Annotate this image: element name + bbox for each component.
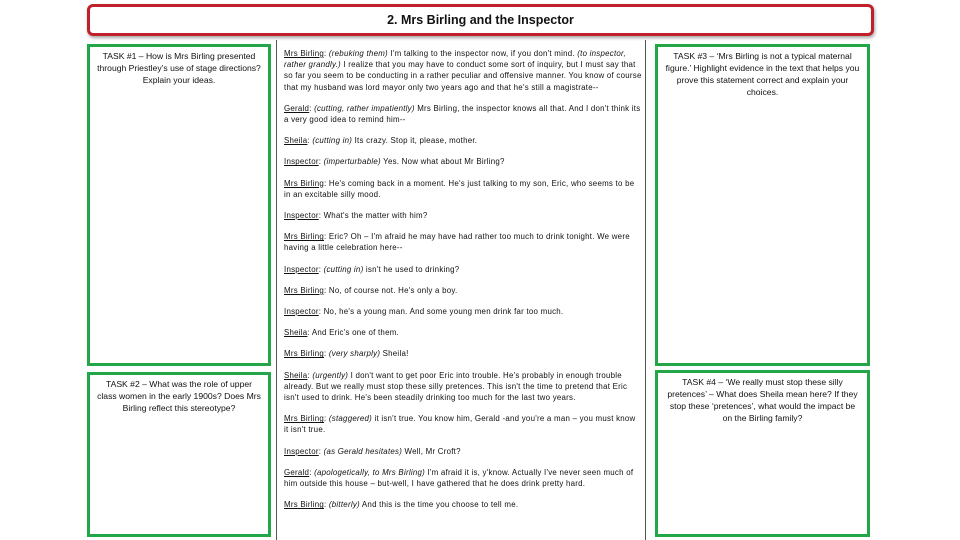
script-line: Mrs Birling: He's coming back in a moment. He's just talking to my son, Eric, who seems to be in an excitable silly mood.	[284, 178, 635, 199]
script-line: Inspector: What's the matter with him?	[284, 211, 428, 221]
dialogue-text: No, of course not. He's only a boy.	[328, 285, 458, 295]
speaker-name: Gerald	[284, 467, 310, 477]
dialogue-text: I realize that you may have to conduct some sort of inquiry, but I must say that so far you seem to be conducting in a rather peculiar and offensive manner. You know of course that my husband was lord mayor only two years ago and that he's still a magistrate--	[284, 60, 642, 92]
page-title: 2. Mrs Birling and the Inspector	[87, 4, 874, 36]
speaker-name: Mrs Birling	[284, 414, 325, 424]
speaker-name: Mrs Birling	[284, 232, 325, 242]
dialogue-text: And Eric's one of them.	[311, 328, 399, 338]
script-line: Mrs Birling: (staggered) it isn't true. You know him, Gerald -and you're a man – you must know it isn't true.	[284, 414, 636, 435]
script-line: Mrs Birling: (bitterly) And this is the time you choose to tell me.	[284, 500, 519, 510]
script-line: Mrs Birling: (rebuking them) I'm talking to the inspector now, if you don't mind. (to inspector, rather grandly.) I realize that you may have to conduct some sort of inquiry, but I must say that so far you seem to be conducting in a rather peculiar and offensive manner. You know of course that my husband was lord mayor only two years ago and that he's still a magistrate--	[284, 49, 642, 92]
stage-direction: (staggered)	[328, 414, 373, 424]
dialogue-text: I'm afraid it is, y'know. Actually I've never seen much of him outside this house – but-well, I have gathered that he does drink pretty hard.	[284, 467, 634, 489]
dialogue-text: Eric? Oh – I'm afraid he may have had rather too much to drink tonight. We were having a little celebration here--	[284, 232, 630, 253]
dialogue-text: What's the matter with him?	[323, 211, 428, 221]
speaker-name: Mrs Birling	[284, 349, 325, 359]
speaker-name: Inspector	[284, 157, 319, 167]
dialogue-text: And this is the time you choose to tell me.	[359, 500, 519, 510]
script-line: Gerald: (cutting, rather impatiently) Mrs Birling, the inspector knows all that. And I don't think its a very good idea to remind him--	[284, 103, 641, 125]
speaker-name: Mrs Birling	[284, 500, 325, 510]
dialogue-text: Mrs Birling, the inspector knows all that. And I don't think its a very good idea to remind him--	[284, 103, 641, 125]
stage-direction: (to inspector, rather grandly.)	[284, 49, 626, 70]
stage-direction: (very sharply)	[328, 349, 381, 359]
script-text	[284, 48, 642, 520]
stage-direction: (bitterly)	[328, 500, 360, 510]
script-line: Sheila: (urgently) I don't want to get poor Eric into trouble. He's probably in enough trouble already. But we really must stop these silly pretences. This isn't the time to pretend that Eric isn't used to drink. He's been steadily drinking too much for the last two years.	[284, 370, 628, 403]
speaker-name: Mrs Birling	[284, 49, 325, 58]
task-2-box: TASK #2 – What was the role of upper class women in the early 1900s? Does Mrs Birling reflect this stereotype?	[87, 372, 271, 537]
script-line: Inspector: (imperturbable) Yes. Now what about Mr Birling?	[284, 157, 505, 167]
dialogue-text: Its crazy. Stop it, please, mother.	[352, 136, 478, 146]
task-4-box: TASK #4 – ‘We really must stop these silly pretences’ – What does Sheila mean here? If they stop these ‘pretences’, what would the impact be on the Birling family?	[655, 370, 870, 537]
script-line: Inspector: (cutting in) isn't he used to drinking?	[284, 264, 460, 274]
dialogue-text: it isn't true. You know him, Gerald -and you're a man – you must know it isn't true.	[284, 414, 636, 435]
speaker-name: Sheila	[284, 370, 308, 380]
stage-direction: (rebuking them)	[328, 49, 388, 58]
speaker-name: Inspector	[284, 307, 319, 317]
speaker-name: Inspector	[284, 446, 319, 456]
stage-direction: (imperturbable)	[323, 157, 381, 167]
speaker-name: Sheila	[284, 136, 308, 146]
dialogue-text: Well, Mr Croft?	[402, 446, 461, 456]
dialogue-text: No, he's a young man. And some young men drink far too much.	[323, 307, 564, 317]
speaker-name: Mrs Birling	[284, 285, 325, 295]
stage-direction: (cutting in)	[312, 136, 353, 146]
task-1-box: TASK #1 – How is Mrs Birling presented through Priestley’s use of stage directions? Explain your ideas.	[87, 44, 271, 366]
speaker-name: Gerald	[284, 103, 310, 113]
script-line: Inspector: (as Gerald hesitates) Well, Mr Croft?	[284, 446, 461, 456]
stage-direction: (apologetically, to Mrs Birling)	[314, 467, 425, 477]
script-line: Mrs Birling: No, of course not. He's only a boy.	[284, 285, 458, 295]
stage-direction: (cutting in)	[323, 264, 364, 274]
script-line: Sheila: And Eric's one of them.	[284, 328, 399, 338]
dialogue-text: I don't want to get poor Eric into trouble. He's probably in enough trouble already. But we really must stop these silly pretences. This isn't the time to pretend that Eric isn't used to drink. He's been steadily drinking too much for the last two years.	[284, 370, 628, 403]
stage-direction: (cutting, rather impatiently)	[314, 103, 415, 113]
dialogue-text: I'm talking to the inspector now, if you don't mind.	[387, 49, 578, 58]
script-line: Sheila: (cutting in) Its crazy. Stop it, please, mother.	[284, 136, 478, 146]
script-line: Mrs Birling: Eric? Oh – I'm afraid he may have had rather too much to drink tonight. We were having a little celebration here--	[284, 232, 630, 253]
script-line: Mrs Birling: (very sharply) Sheila!	[284, 349, 409, 359]
task-3-box: TASK #3 – ‘Mrs Birling is not a typical maternal figure.’ Highlight evidence in the text that helps you prove this statement correct and explain your choices.	[655, 44, 870, 366]
script-line: Gerald: (apologetically, to Mrs Birling) I'm afraid it is, y'know. Actually I've never seen much of him outside this house – but-well, I have gathered that he does drink pretty hard.	[284, 467, 634, 489]
stage-direction: (as Gerald hesitates)	[323, 446, 403, 456]
speaker-name: Inspector	[284, 211, 319, 221]
dialogue-text: He's coming back in a moment. He's just talking to my son, Eric, who seems to be in an excitable silly mood.	[284, 178, 635, 199]
dialogue-text: Yes. Now what about Mr Birling?	[380, 157, 505, 167]
script-line: Inspector: No, he's a young man. And some young men drink far too much.	[284, 307, 564, 317]
speaker-name: Sheila	[284, 328, 308, 338]
speaker-name: Inspector	[284, 264, 319, 274]
speaker-name: Mrs Birling	[284, 178, 325, 188]
stage-direction: (urgently)	[312, 370, 349, 380]
dialogue-text: Sheila!	[380, 349, 409, 359]
dialogue-text: isn't he used to drinking?	[363, 264, 460, 274]
